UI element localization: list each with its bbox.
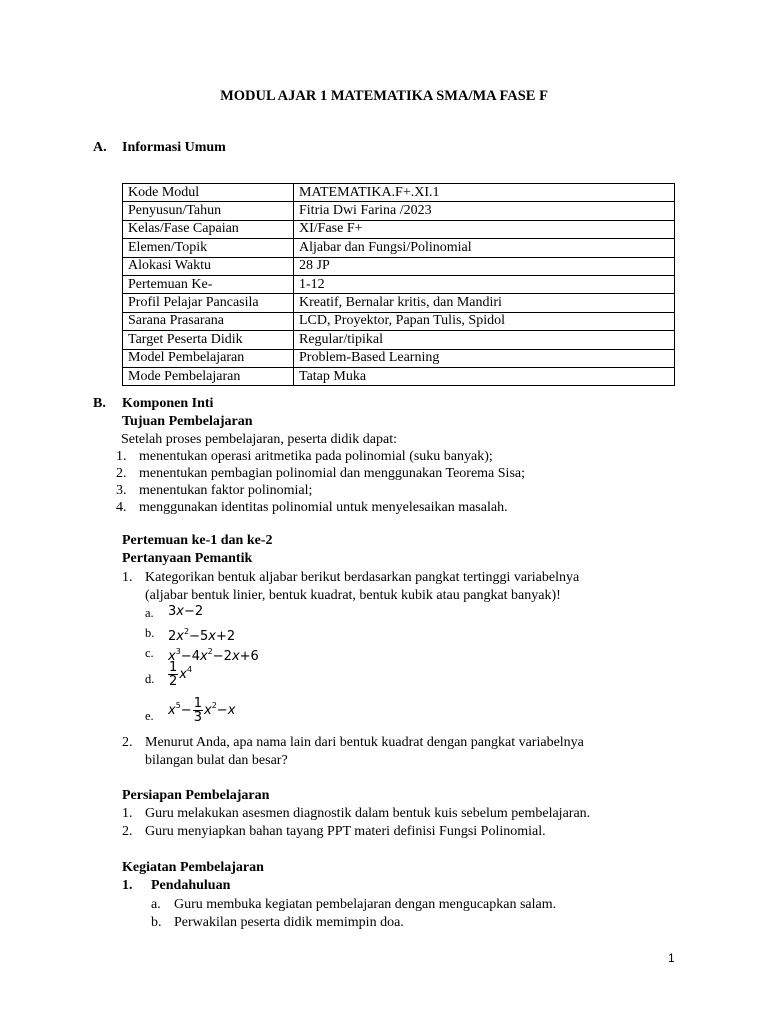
row-key: Model Pembelajaran	[123, 349, 294, 367]
question-text: (aljabar bentuk linier, bentuk kuadrat, bentuk kubik atau pangkat banyak)!	[145, 588, 561, 603]
list-number: 1.	[122, 806, 133, 821]
list-number: 1.	[116, 449, 127, 464]
table-row	[123, 239, 675, 257]
list-item: menentukan operasi aritmetika pada polinomial (suku banyak);	[139, 449, 493, 464]
list-number: 3.	[116, 483, 127, 498]
fraction: $\frac{1}{2}$	[169, 660, 178, 689]
list-label: a.	[151, 897, 161, 912]
tujuan-intro: Setelah proses pembelajaran, peserta didik dapat:	[121, 432, 398, 447]
row-key: Elemen/Topik	[123, 239, 294, 257]
row-value: Aljabar dan Fungsi/Polinomial	[294, 239, 675, 257]
math-expression: $\frac{1}{2}$ $x^4$	[169, 660, 193, 689]
row-key: Kelas/Fase Capaian	[123, 220, 294, 238]
row-value: Tatap Muka	[294, 367, 675, 385]
question-text: bilangan bulat dan besar?	[145, 753, 288, 768]
question-number: 2.	[122, 735, 133, 750]
table-row	[123, 312, 675, 330]
list-item: Guru menyiapkan bahan tayang PPT materi definisi Fungsi Polinomial.	[145, 824, 546, 839]
table-row	[123, 349, 675, 367]
table-row	[123, 275, 675, 293]
row-value: 1-12	[294, 275, 675, 293]
math-expression: $x^3-4x^2-2x+6$	[168, 647, 259, 664]
row-key: Mode Pembelajaran	[123, 367, 294, 385]
section-a-letter: A.	[93, 140, 107, 155]
table-row	[123, 202, 675, 220]
list-item: menggunakan identitas polinomial untuk menyelesaikan masalah.	[139, 500, 508, 515]
row-value: Fitria Dwi Farina /2023	[294, 202, 675, 220]
list-label: b.	[151, 915, 162, 930]
row-value: XI/Fase F+	[294, 220, 675, 238]
list-item: Guru melakukan asesmen diagnostik dalam bentuk kuis sebelum pembelajaran.	[145, 806, 591, 821]
table-row	[123, 331, 675, 349]
option-label: a.	[145, 606, 154, 620]
option-label: d.	[145, 672, 155, 686]
math-expression: 3x−2	[168, 604, 204, 619]
pendahuluan-title: Pendahuluan	[151, 878, 231, 893]
list-number: 4.	[116, 500, 127, 515]
table-row	[123, 257, 675, 275]
list-number: 2.	[122, 824, 133, 839]
list-item: menentukan faktor polinomial;	[139, 483, 313, 498]
row-key: Target Peserta Didik	[123, 331, 294, 349]
info-table	[122, 183, 675, 386]
table-row	[123, 184, 675, 202]
row-key: Alokasi Waktu	[123, 257, 294, 275]
row-key: Penyusun/Tahun	[123, 202, 294, 220]
question-text: Kategorikan bentuk aljabar berikut berdasarkan pangkat tertinggi variabelnya	[145, 570, 580, 585]
section-b-letter: B.	[93, 396, 106, 411]
list-item: Perwakilan peserta didik memimpin doa.	[174, 915, 404, 930]
persiapan-heading: Persiapan Pembelajaran	[122, 788, 270, 803]
math-expression: $2x^2-5x+2$	[168, 627, 236, 644]
kegiatan-heading: Kegiatan Pembelajaran	[122, 860, 264, 875]
row-key: Kode Modul	[123, 184, 294, 202]
fraction: $\frac{1}{3}$	[193, 696, 202, 725]
list-number: 2.	[116, 466, 127, 481]
pertemuan-heading: Pertemuan ke-1 dan ke-2	[122, 533, 273, 548]
row-value: Problem-Based Learning	[294, 349, 675, 367]
math-expression: $x^5-$ $\frac{1}{3}$ $x^2-x$	[168, 696, 236, 725]
row-value: MATEMATIKA.F+.XI.1	[294, 184, 675, 202]
row-key: Pertemuan Ke-	[123, 275, 294, 293]
table-row	[123, 220, 675, 238]
section-a-title: Informasi Umum	[122, 140, 226, 155]
row-key: Sarana Prasarana	[123, 312, 294, 330]
option-label: e.	[145, 709, 154, 723]
option-label: c.	[145, 646, 154, 660]
table-row	[123, 294, 675, 312]
row-value: 28 JP	[294, 257, 675, 275]
page-number: 1	[668, 951, 675, 965]
table-row	[123, 367, 675, 385]
row-key: Profil Pelajar Pancasila	[123, 294, 294, 312]
question-text: Menurut Anda, apa nama lain dari bentuk kuadrat dengan pangkat variabelnya	[145, 735, 584, 750]
question-number: 1.	[122, 570, 133, 585]
pemantik-heading: Pertanyaan Pemantik	[122, 551, 253, 566]
row-value: LCD, Proyektor, Papan Tulis, Spidol	[294, 312, 675, 330]
row-value: Regular/tipikal	[294, 331, 675, 349]
pendahuluan-number: 1.	[122, 878, 133, 893]
list-item: Guru membuka kegiatan pembelajaran dengan mengucapkan salam.	[174, 897, 557, 912]
section-b-title: Komponen Inti	[122, 396, 214, 411]
row-value: Kreatif, Bernalar kritis, dan Mandiri	[294, 294, 675, 312]
list-item: menentukan pembagian polinomial dan menggunakan Teorema Sisa;	[139, 466, 525, 481]
tujuan-heading: Tujuan Pembelajaran	[122, 414, 253, 429]
document-title: MODUL AJAR 1 MATEMATIKA SMA/MA FASE F	[220, 88, 548, 104]
option-label: b.	[145, 626, 155, 640]
